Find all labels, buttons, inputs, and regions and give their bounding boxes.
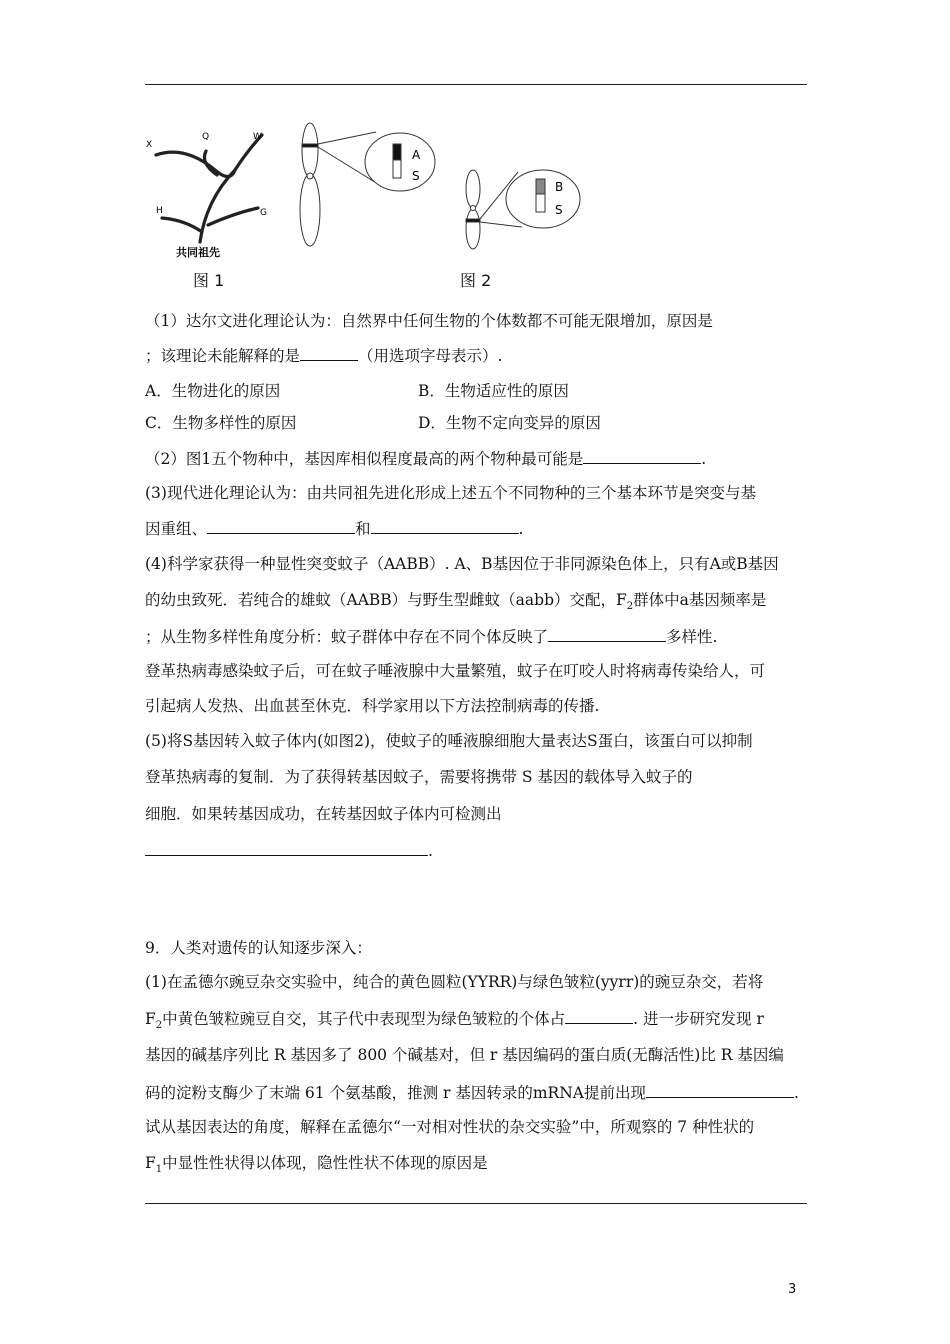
tree-label-h: H <box>156 206 163 216</box>
q8-intro-line1: 登革热病毒感染蚊子后，可在蚊子唾液腺中大量繁殖，蚊子在叮咬人时将病毒传染给人，可 <box>145 662 766 680</box>
q9-line5: 试从基因表达的角度，解释在孟德尔“一对相对性状的杂交实验”中，所观察的 7 种性状的 <box>145 1118 755 1136</box>
footer-rule <box>145 1203 807 1204</box>
q9-line2: $F_2$中黄色皱粒豌豆自交，其子代中表现型为绿色皱粒的个体占 . 进一步研究发现 r <box>145 1010 764 1032</box>
answer-blank[interactable] <box>583 448 701 464</box>
q9-line4: 码的淀粉支酶少了末端 61 个氨基酸，推测 r 基因转录的mRNA提前出现 . <box>145 1084 799 1102</box>
q8-part3-line1: (3)现代进化理论认为：由共同祖先进化形成上述五个不同物种的三个基本环节是突变与基 <box>145 484 756 502</box>
q8-part4-line3: ；从生物多样性角度分析：蚊子群体中存在不同个体反映了 多样性. <box>145 628 718 646</box>
q8-part5-line2: 登革热病毒的复制．为了获得转基因蚊子，需要将携带 S 基因的载体导入蚊子的 <box>145 768 693 786</box>
answer-blank[interactable] <box>145 840 428 856</box>
q8-part2: （2）图1五个物种中，基因库相似程度最高的两个物种最可能是 . <box>145 450 707 468</box>
header-rule <box>145 84 807 85</box>
figure-2-caption: 图 2 <box>460 271 492 290</box>
q8-part3-line2: 因重组、 和 . <box>145 520 524 538</box>
gene-label-s-bottom: S <box>555 203 563 217</box>
q8-part5-line4: . <box>145 840 807 861</box>
tree-label-q: Q <box>202 132 210 142</box>
gene-label-s-top: S <box>412 169 420 183</box>
q9-line6: $F_1$中显性性状得以体现，隐性性状不体现的原因是 <box>145 1154 488 1176</box>
gene-label-b: B <box>555 180 564 194</box>
gene-label-a: A <box>412 148 421 162</box>
figure-2-chromosomes <box>290 122 610 252</box>
q8-part1-line1: （1）达尔文进化理论认为：自然界中任何生物的个体数都不可能无限增加，原因是 <box>145 312 713 330</box>
option-d: D．生物不定向变异的原因 <box>418 414 601 432</box>
answer-blank[interactable] <box>565 1008 633 1024</box>
q8-part1-line2: ；该理论未能解释的是 （用选项字母表示）. <box>145 347 503 365</box>
answer-blank[interactable] <box>207 518 355 534</box>
q9-line3: 基因的碱基序列比 R 基因多了 800 个碱基对，但 r 基因编码的蛋白质(无酶活性)比 R 基因编 <box>145 1046 784 1064</box>
option-c: C．生物多样性的原因 <box>145 414 297 432</box>
tree-label-root: 共同祖先 <box>176 246 220 259</box>
figure-1-tree <box>140 125 280 265</box>
q8-intro-line2: 引起病人发热、出血甚至休克．科学家用以下方法控制病毒的传播. <box>145 697 600 715</box>
tree-label-x: X <box>146 140 153 150</box>
q9-line1: (1)在孟德尔豌豆杂交实验中，纯合的黄色圆粒(YYRR)与绿色皱粒(yyrr)的豌豆杂交，若将 <box>145 973 764 991</box>
tree-label-w: W <box>253 132 262 142</box>
q8-part4-line2: 的幼虫致死．若纯合的雄蚊（AABB）与野生型雌蚊（aabb）交配，$F_2$群体中a基因频率是 <box>145 591 767 613</box>
q8-part5-line3: 细胞．如果转基因成功，在转基因蚊子体内可检测出 <box>145 805 502 823</box>
answer-blank[interactable] <box>548 626 666 642</box>
page-number: 3 <box>788 1282 797 1297</box>
q8-part4-line1: (4)科学家获得一种显性突变蚊子（AABB）. A、B基因位于非同源染色体上，只有A或B基因 <box>145 555 779 573</box>
tree-label-g: G <box>260 208 267 218</box>
answer-blank[interactable] <box>371 518 519 534</box>
option-b: B．生物适应性的原因 <box>418 382 569 400</box>
q8-part5-line1: (5)将S基因转入蚊子体内(如图2)，使蚊子的唾液腺细胞大量表达S蛋白，该蛋白可以抑制 <box>145 732 753 750</box>
figure-1-caption: 图 1 <box>193 271 225 290</box>
q9-title: 9．人类对遗传的认知逐步深入： <box>145 939 372 957</box>
option-a: A．生物进化的原因 <box>145 382 281 400</box>
answer-blank[interactable] <box>646 1082 794 1098</box>
answer-blank[interactable] <box>300 345 358 361</box>
